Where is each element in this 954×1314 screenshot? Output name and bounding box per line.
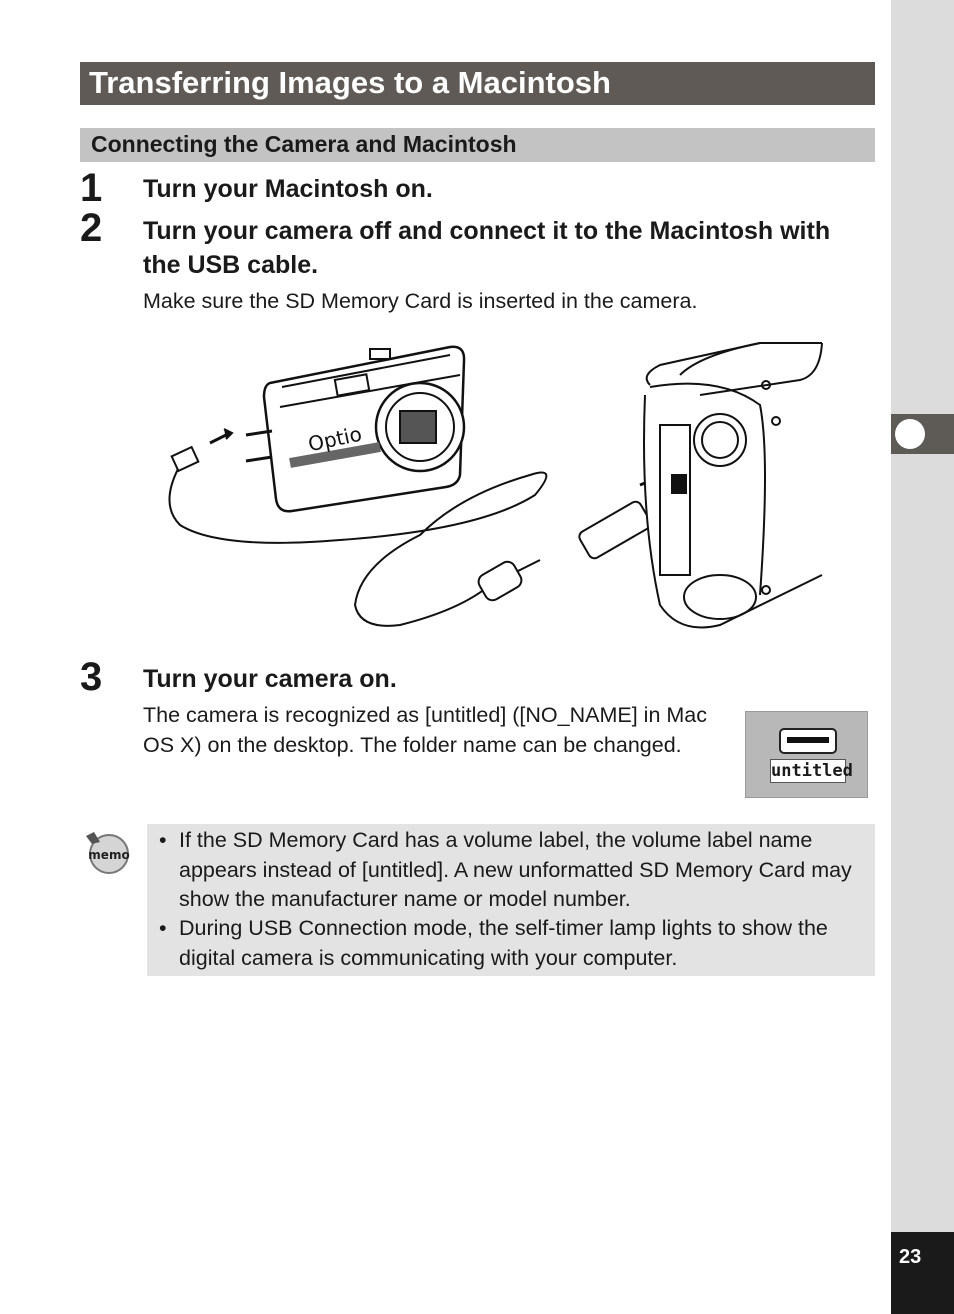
- desktop-icon-label: untitled: [771, 761, 853, 781]
- memo-item: • During USB Connection mode, the self-timer lamp lights to show the digital camera is communicating with your computer.: [179, 914, 869, 973]
- step-body: Make sure the SD Memory Card is inserted in the camera.: [143, 289, 698, 313]
- step-body: The camera is recognized as [untitled] ([NO_NAME] in Mac OS X) on the desktop. The folder name can be changed.: [143, 703, 707, 757]
- chapter-tab-marker-icon: [895, 419, 925, 449]
- memo-item: • If the SD Memory Card has a volume label, the volume label name appears instead of [untitled]. A new unformatted SD Memory Card may show the manufacturer name or model number.: [179, 826, 869, 915]
- chapter-tab: [891, 414, 954, 454]
- camera-brand-logo: Optio: [305, 421, 364, 457]
- desktop-disk-icon-image: [745, 711, 868, 798]
- memo-icon: [82, 830, 132, 875]
- step-heading: Turn your Macintosh on.: [143, 175, 433, 203]
- camera-usb-connection-illustration: [160, 335, 830, 635]
- memo-icon-text: memo: [88, 848, 130, 862]
- section-subtitle: Connecting the Camera and Macintosh: [80, 128, 875, 162]
- step-number: 2: [80, 206, 103, 250]
- step-number: 1: [80, 166, 103, 210]
- step-heading: Turn your camera on.: [143, 665, 397, 693]
- page-number: 23: [891, 1232, 954, 1314]
- step-number: 3: [80, 655, 103, 699]
- drive-icon: [779, 726, 837, 756]
- step-heading: Turn your camera off and connect it to the Macintosh with the USB cable.: [143, 217, 831, 279]
- page-title: Transferring Images to a Macintosh: [80, 62, 875, 105]
- side-margin-strip: [891, 0, 954, 1314]
- memo-box: [147, 824, 875, 976]
